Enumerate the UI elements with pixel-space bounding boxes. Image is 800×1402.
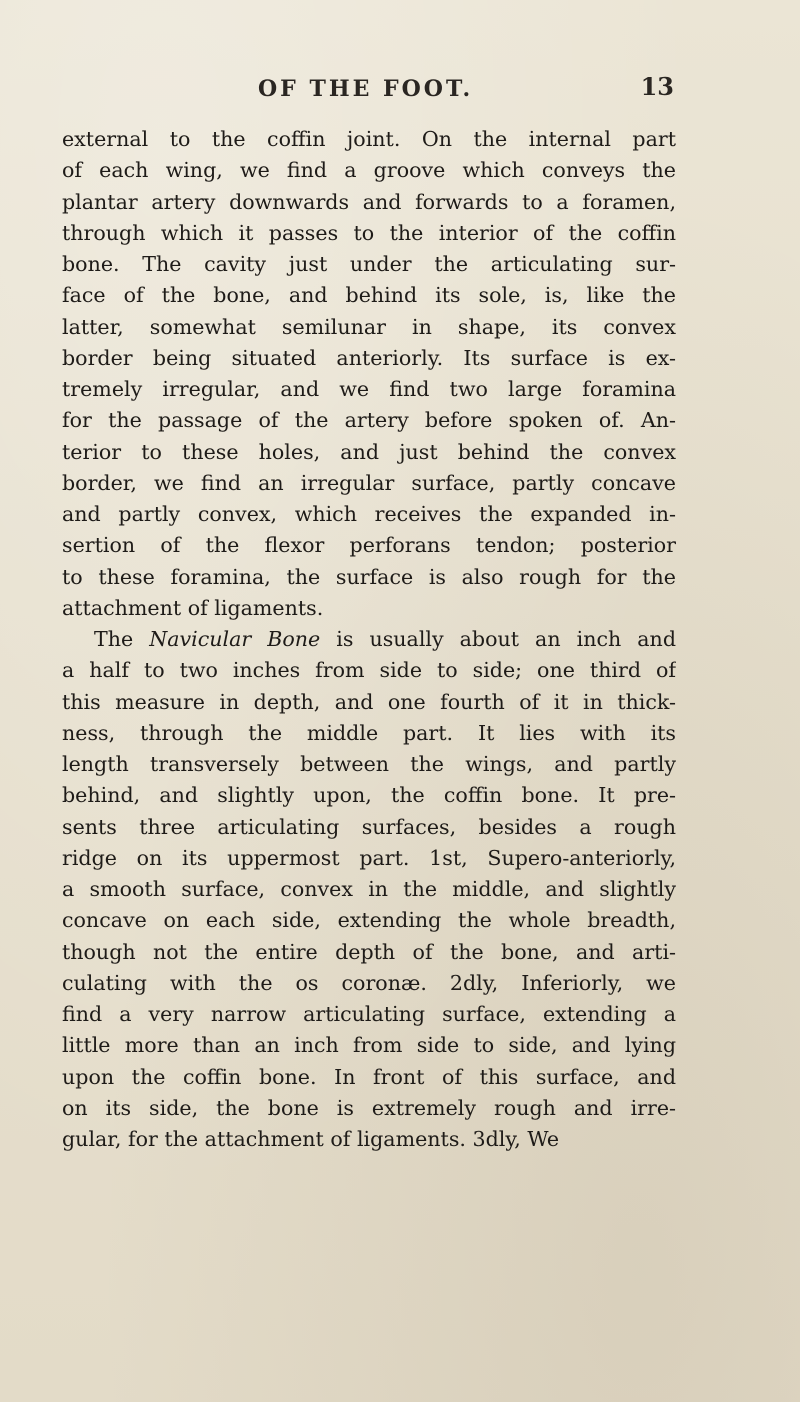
text-line: though not the entire depth of the bone, and arti- xyxy=(62,939,676,964)
text-line: sertion of the flexor perforans tendon; posterior xyxy=(62,533,676,558)
text-line: border being situated anteriorly. Its surface is ex- xyxy=(62,345,676,370)
text-line: concave on each side, extending the whole breadth, xyxy=(62,908,676,933)
text-line: a half to two inches from side to side; one third of xyxy=(62,658,676,683)
text-line: bone. The cavity just under the articulating sur- xyxy=(62,252,676,276)
text-line: this measure in depth, and one fourth of it in thick- xyxy=(62,689,676,714)
text-line: a smooth surface, convex in the middle, and slightly xyxy=(62,877,676,901)
text-line: behind, and slightly upon, the coffin bone. It pre- xyxy=(62,783,676,808)
navicular-bone-term: Navicular Bone xyxy=(149,627,321,651)
text-line: plantar artery downwards and forwards to a foramen, xyxy=(62,189,676,214)
running-title: OF THE FOOT. xyxy=(258,76,474,102)
text-line: to these foramina, the surface is also rough for the xyxy=(62,564,676,589)
text-line: of each wing, we find a groove which conveys the xyxy=(62,158,676,183)
text-line: on its side, the bone is extremely rough and irre- xyxy=(62,1095,676,1120)
running-head xyxy=(258,72,678,108)
page-number: 13 xyxy=(640,72,674,101)
navicular-lead: The xyxy=(94,627,150,651)
text-line: upon the coffin bone. In front of this surface, and xyxy=(62,1064,676,1089)
text-line: gular, for the attachment of ligaments. 3dly, We xyxy=(62,1127,560,1151)
text-line: latter, somewhat semilunar in shape, its convex xyxy=(62,314,676,339)
navicular-rest: is usually about an inch and xyxy=(320,627,676,651)
text-line: tremely irregular, and we find two large foramina xyxy=(62,377,676,401)
text-line: attachment of ligaments. xyxy=(62,595,324,620)
text-line: border, we find an irregular surface, partly concave xyxy=(62,470,676,495)
text-line: culating with the os coronæ. 2dly, Inferiorly, we xyxy=(62,970,676,995)
body-text xyxy=(62,124,676,1155)
text-line: ridge on its uppermost part. 1st, Supero-anteriorly, xyxy=(62,845,676,870)
text-line: and partly convex, which receives the expanded in- xyxy=(62,502,676,526)
paragraph-start-line xyxy=(62,624,676,655)
text-line: terior to these holes, and just behind the convex xyxy=(62,439,676,464)
text-line: face of the bone, and behind its sole, is, like the xyxy=(62,283,676,308)
text-line: little more than an inch from side to side, and lying xyxy=(62,1033,676,1058)
text-line: external to the coffin joint. On the internal part xyxy=(62,127,676,151)
text-line: ness, through the middle part. It lies with its xyxy=(62,720,676,745)
text-line: find a very narrow articulating surface, extending a xyxy=(62,1002,676,1026)
text-line: length transversely between the wings, and partly xyxy=(62,752,676,776)
text-line: sents three articulating surfaces, besides a rough xyxy=(62,814,676,839)
text-line: through which it passes to the interior of the coffin xyxy=(62,220,676,245)
text-line: for the passage of the artery before spoken of. An- xyxy=(62,408,676,433)
